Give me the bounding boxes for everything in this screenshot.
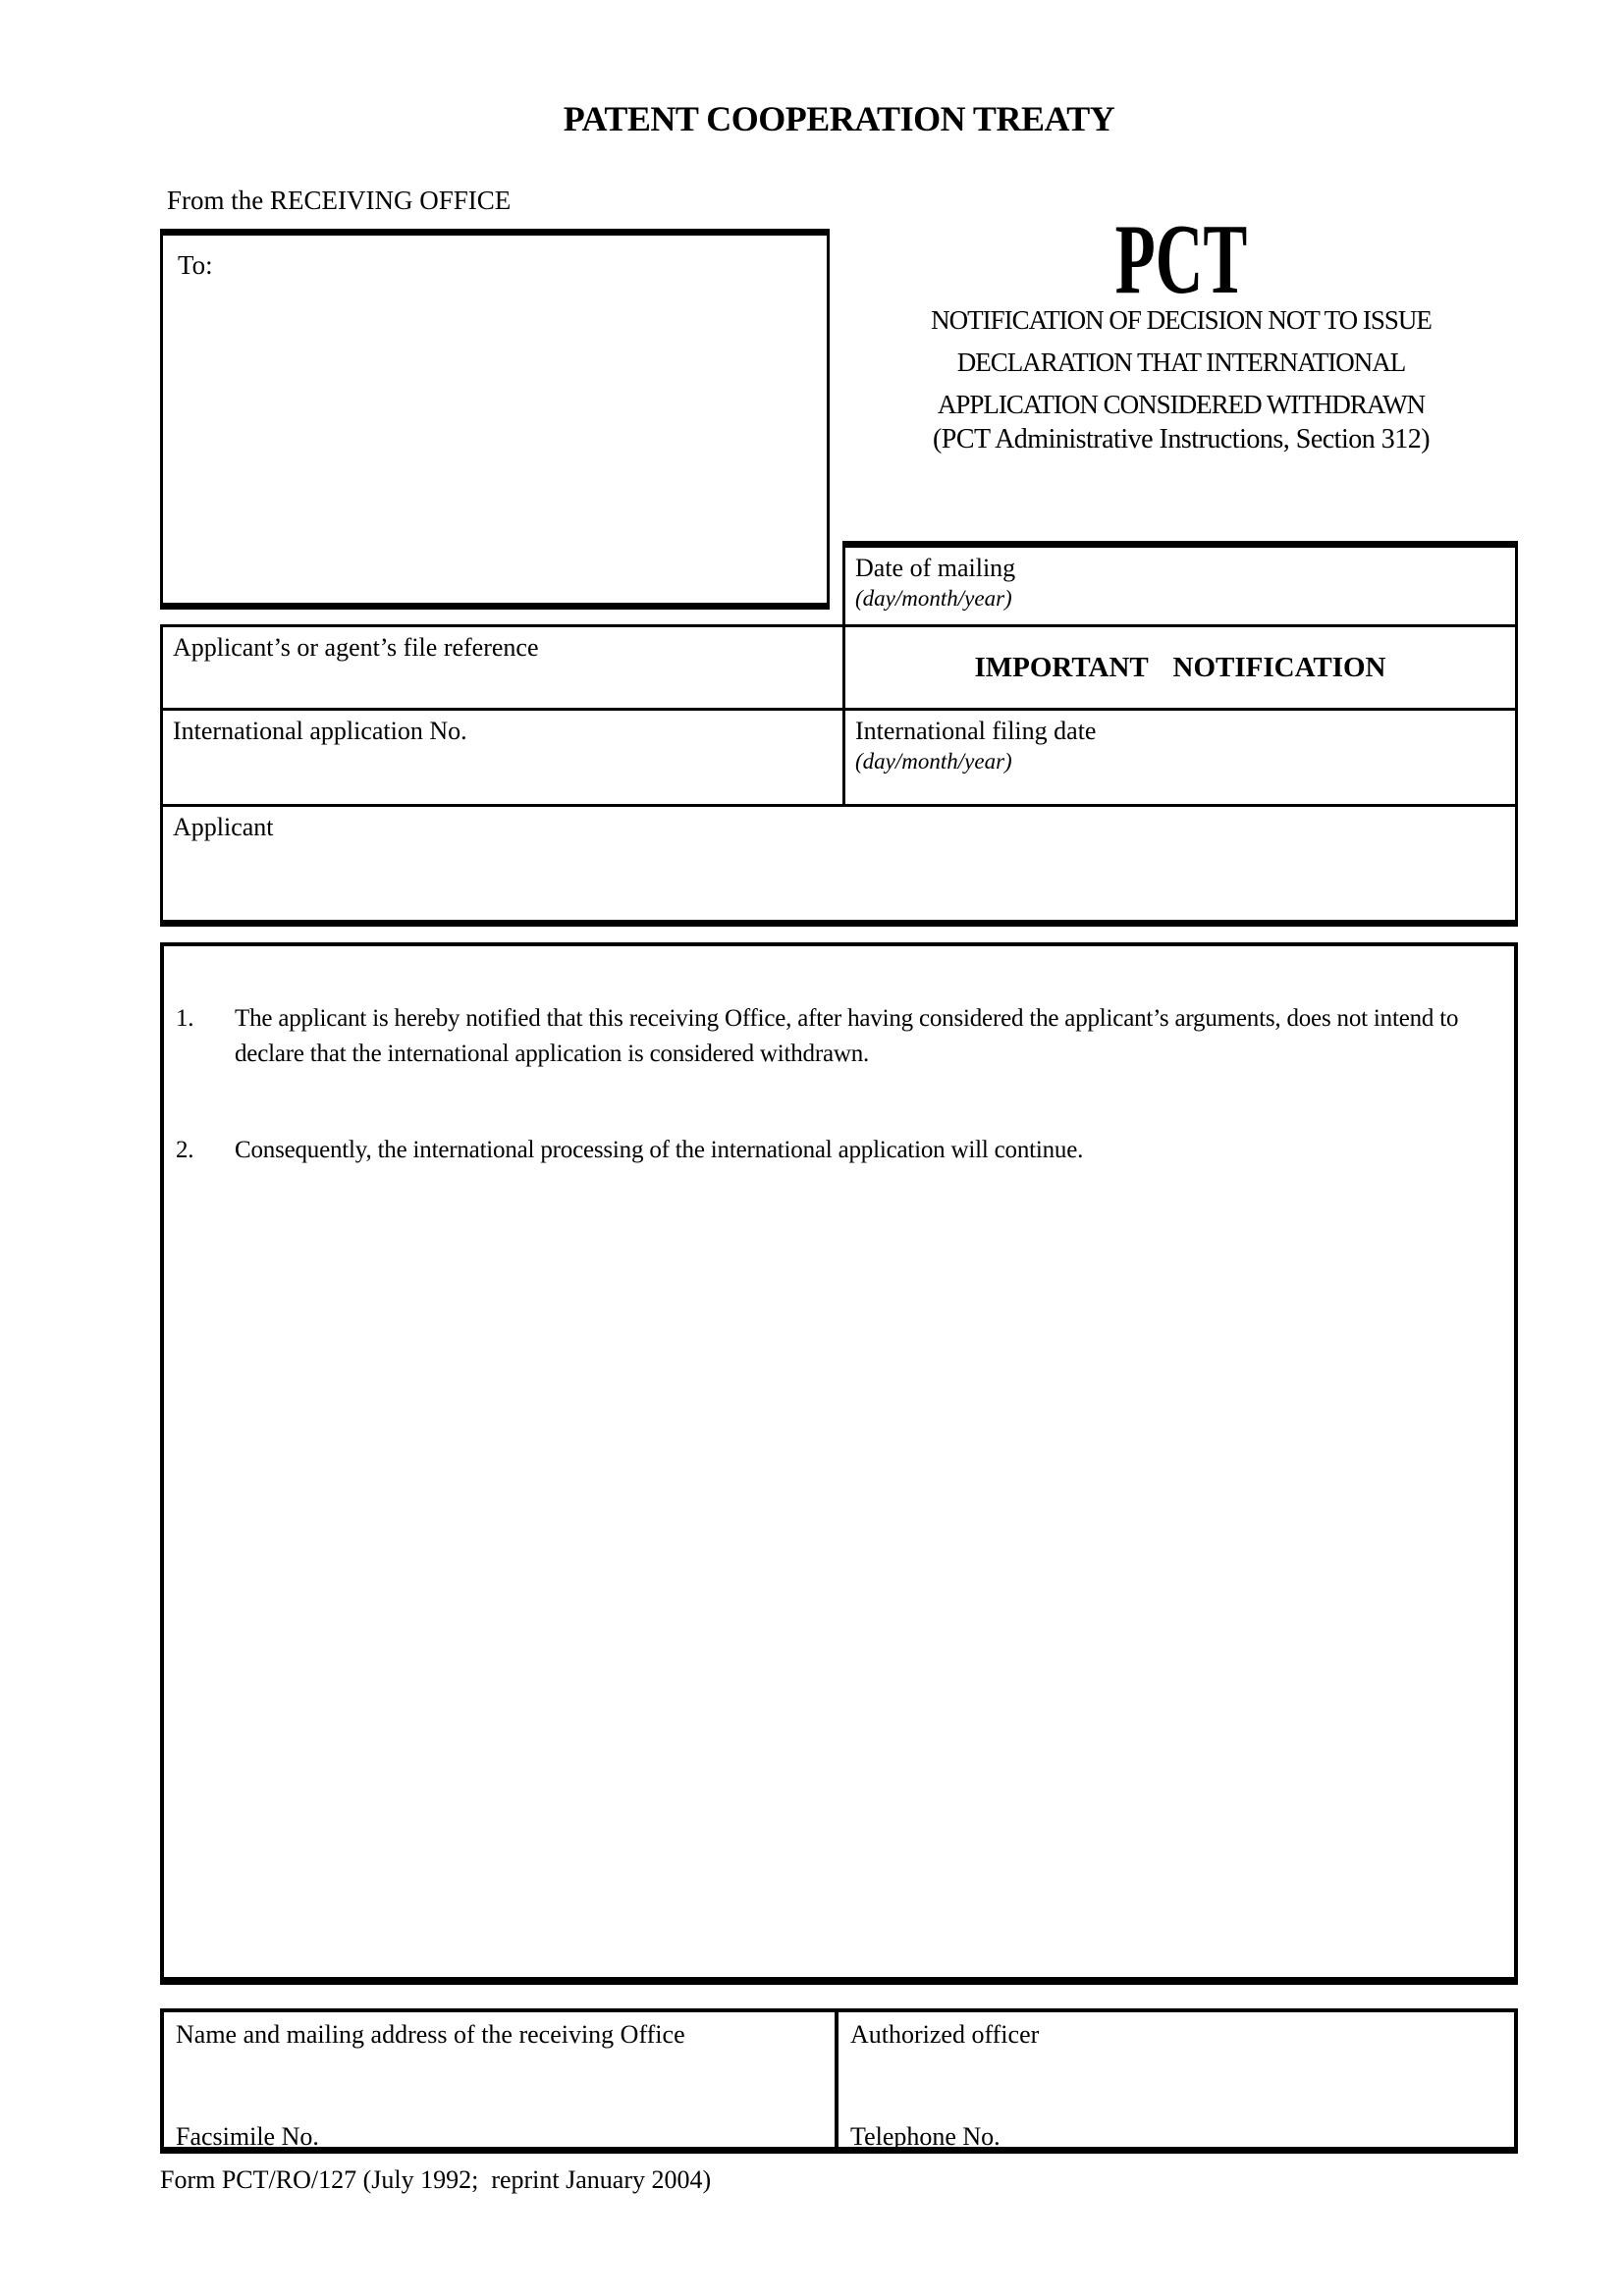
body-item-2 — [176, 1133, 1506, 1168]
admin-instructions-reference: (PCT Administrative Instructions, Section 312) — [932, 424, 1431, 454]
international-filing-date-format-hint: (day/month/year) — [855, 749, 1012, 774]
receiving-office-address-label: Name and mailing address of the receiving Office — [176, 2020, 685, 2049]
international-application-no-cell — [160, 708, 845, 807]
international-filing-date-cell — [842, 708, 1518, 807]
notification-title — [844, 299, 1518, 426]
authorized-officer-label: Authorized officer — [850, 2020, 1040, 2049]
body-item-1-text: The applicant is hereby notified that this receiving Office, after having considered the applicant’s arguments, does not intend to declare that the international application is considered withdrawn. — [235, 1005, 1459, 1067]
body-item-2-text: Consequently, the international processing of the international application will continue. — [235, 1137, 1084, 1163]
notification-body-box — [160, 942, 1518, 1985]
form-identifier: Form PCT/RO/127 (July 1992; reprint January 2004) — [160, 2165, 712, 2194]
to-label: To: — [178, 250, 213, 280]
important-notification-banner: IMPORTANT NOTIFICATION — [842, 624, 1518, 711]
body-item-2-number: 2. — [176, 1137, 194, 1163]
international-application-no-label: International application No. — [173, 717, 467, 745]
pct-logo: PCT — [1114, 204, 1248, 315]
facsimile-no-label: Facsimile No. — [176, 2122, 319, 2151]
bottom-box-divider — [835, 2012, 839, 2147]
to-address-box — [160, 229, 830, 610]
date-of-mailing-format-hint: (day/month/year) — [855, 586, 1012, 611]
date-of-mailing-label: Date of mailing — [855, 554, 1016, 582]
notification-title-line-3: APPLICATION CONSIDERED WITHDRAWN — [937, 390, 1426, 419]
international-filing-date-label: International filing date — [855, 717, 1097, 745]
body-item-1 — [176, 1001, 1506, 1072]
office-signature-box — [160, 2008, 1518, 2154]
document-title: PATENT COOPERATION TREATY — [563, 99, 1115, 138]
body-item-1-number: 1. — [176, 1005, 194, 1032]
applicant-label: Applicant — [173, 813, 274, 841]
from-receiving-office-label: From the RECEIVING OFFICE — [167, 186, 512, 215]
file-reference-cell — [160, 624, 845, 711]
telephone-no-label: Telephone No. — [850, 2122, 1001, 2151]
date-of-mailing-cell — [842, 541, 1518, 627]
notification-title-line-2: DECLARATION THAT INTERNATIONAL — [956, 347, 1406, 377]
applicant-cell — [160, 804, 1518, 927]
notification-title-line-1: NOTIFICATION OF DECISION NOT TO ISSUE — [931, 305, 1432, 335]
file-reference-label: Applicant’s or agent’s file reference — [173, 633, 539, 662]
